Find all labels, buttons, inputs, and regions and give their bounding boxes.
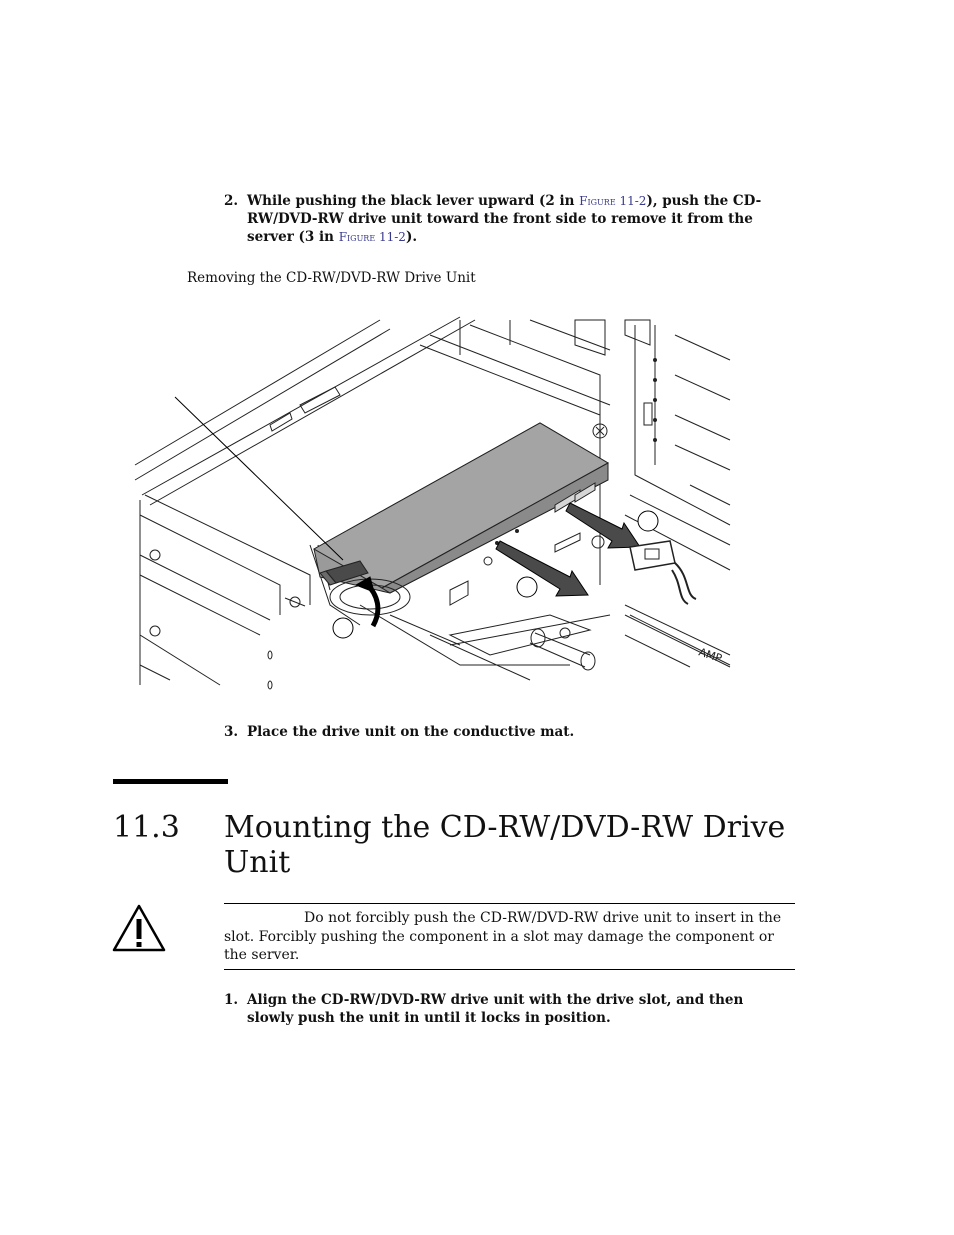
section-title-line: Mounting the CD-RW/DVD-RW Drive xyxy=(224,810,786,845)
step-text: Align the CD-RW/DVD-RW drive unit with the drive slot, and then slowly push the unit in until it locks in position. xyxy=(247,992,744,1026)
step-number: 2. xyxy=(224,193,239,209)
drive-removal-illustration xyxy=(130,315,732,693)
warning-triangle-icon xyxy=(111,903,167,953)
section-title xyxy=(224,810,824,880)
step-number: 1. xyxy=(224,992,239,1008)
section-title-line: Unit xyxy=(224,845,291,880)
step-1 xyxy=(224,991,794,1027)
connector-label: AMP xyxy=(697,645,724,666)
figure-xref-link[interactable]: Figure 11-2 xyxy=(579,194,647,208)
step-text: While pushing the black lever upward (2 in Figure 11-2), push the CD-RW/DVD-RW drive unit toward the front side to remove it from the server (3 in Figure 11-2). xyxy=(247,193,762,245)
caution-text: Do not forcibly push the CD-RW/DVD-RW drive unit to insert in the slot. Forcibly pushing the component in a slot may damage the component or the server. xyxy=(224,910,782,963)
step-number: 3. xyxy=(224,724,239,740)
step-2 xyxy=(224,192,794,246)
caution-top-rule xyxy=(224,903,795,904)
step-3 xyxy=(224,723,794,741)
figure-caption: Removing the CD-RW/DVD-RW Drive Unit xyxy=(187,270,476,286)
caution-bottom-rule xyxy=(224,969,795,970)
figure-xref-link[interactable]: Figure 11-2 xyxy=(338,230,406,244)
section-rule xyxy=(113,779,228,784)
step-text: Place the drive unit on the conductive mat. xyxy=(247,724,575,740)
section-number: 11.3 xyxy=(113,810,180,845)
